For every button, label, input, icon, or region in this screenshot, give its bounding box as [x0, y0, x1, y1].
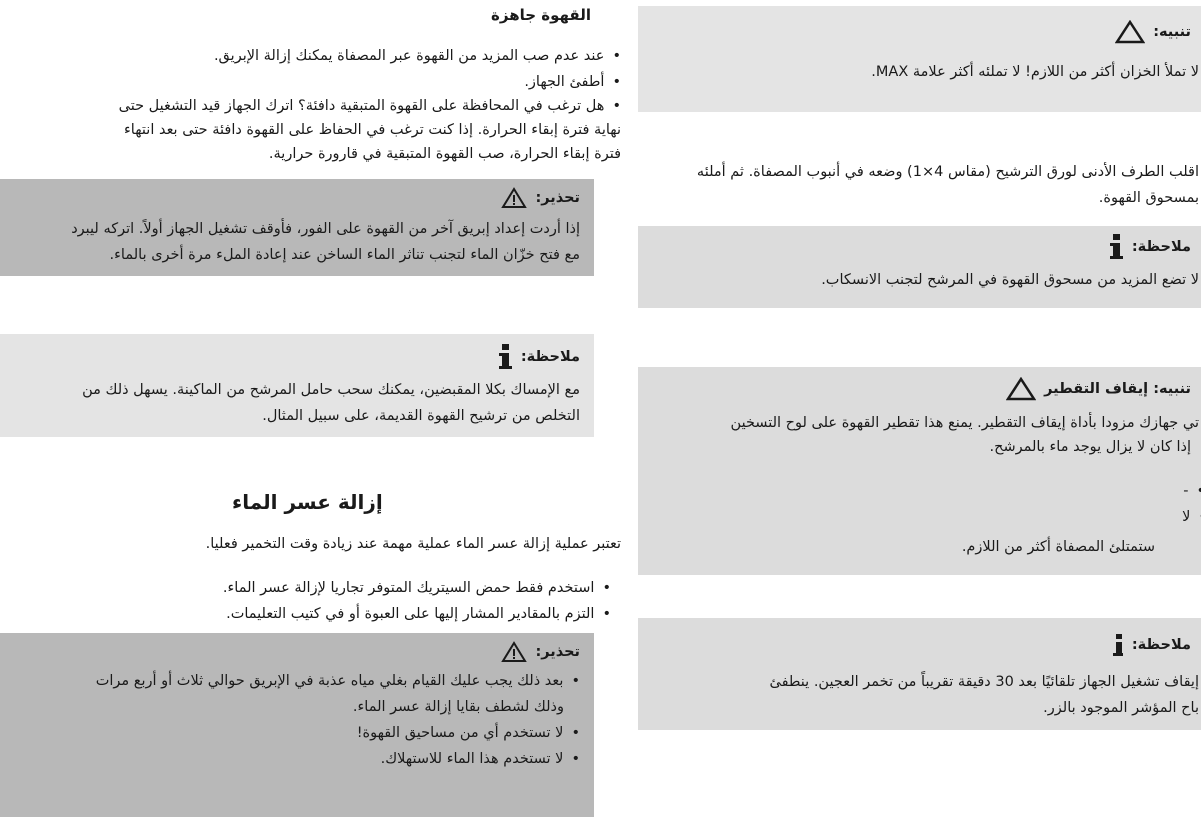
- descale-intro: تعتبر عملية إزالة عسر الماء عملية مهمة عند زيادة وقت التخمير فعليا.: [205, 536, 621, 552]
- warning-2-bullet-1-line-2: وذلك لشطف بقايا إزالة عسر الماء.: [352, 699, 564, 715]
- caution-1-title: تنبيه:: [1153, 24, 1191, 40]
- ready-bullet-3-line-3: فترة إبقاء الحرارة، صب القهوة المتبقية في قارورة حرارية.: [268, 146, 621, 162]
- filter-paper-line-1: اقلب الطرف الأدنى لورق الترشيح (مقاس 4×1) وضعه في أنبوب المصفاة. ثم أملئه: [696, 164, 1199, 180]
- filter-paper-line-2: بمسحوق القهوة.: [1098, 190, 1199, 206]
- note-box-2: [638, 226, 1201, 308]
- ready-bullet-2: • أطفئ الجهاز.: [524, 72, 621, 92]
- ready-bullet-1: • عند عدم صب المزيد من القهوة عبر المصفاة يمكنك إزالة الإبريق.: [214, 46, 621, 66]
- note-1-line-1: مع الإمساك بكلا المقبضين، يمكنك سحب حامل المرشح من الماكينة. يسهل ذلك من: [82, 382, 580, 398]
- note-2-text: لا تضع المزيد من مسحوق القهوة في المرشح لتجنب الانسكاب.: [821, 272, 1199, 288]
- warning-1-line-1: إذا أردت إعداد إبريق آخر من القهوة على الفور، فأوقف تشغيل الجهاز أولاً. اتركه ليبرد: [71, 221, 580, 237]
- caution-2-title: تنبيه: إيقاف التقطير: [1044, 381, 1191, 397]
- warning-2-bullet-2: • لا تستخدم أي من مساحيق القهوة!: [357, 723, 580, 743]
- descale-bullet-1: • استخدم فقط حمض السيتريك المتوفر تجاريا لإزالة عسر الماء.: [223, 578, 611, 598]
- caution-box-1: [638, 6, 1201, 112]
- caution-box-2: [638, 367, 1201, 575]
- info-icon: [1112, 634, 1124, 656]
- note-2-title: ملاحظة:: [1131, 239, 1191, 255]
- note-3-title: ملاحظة:: [1131, 637, 1191, 653]
- caution-2-line-2: إذا كان لا يزال يوجد ماء بالمرشح.: [989, 439, 1191, 455]
- descale-bullet-2: • التزم بالمقادير المشار إليها على العبوة أو في كتيب التعليمات.: [226, 604, 611, 624]
- caution-2-bullet-2: • لا: [1182, 507, 1201, 527]
- caution-1-text: لا تملأ الخزان أكثر من اللازم! لا تملئه أكثر علامة MAX.: [871, 64, 1199, 80]
- warning-box-1: [0, 179, 594, 276]
- info-icon: [1108, 234, 1124, 260]
- caution-triangle-icon: [1006, 377, 1036, 401]
- note-3-line-2: باح المؤشر الموجود بالزر.: [1043, 700, 1199, 716]
- caution-2-line-3: ستمتلئ المصفاة أكثر من اللازم.: [961, 539, 1155, 555]
- ready-heading: القهوة جاهزة: [491, 6, 591, 24]
- note-box-1: [0, 334, 594, 437]
- warning-1-title: تحذير:: [535, 190, 580, 206]
- info-icon: [497, 344, 513, 370]
- warning-2-bullet-3: • لا تستخدم هذا الماء للاستهلاك.: [381, 749, 580, 769]
- note-box-3: [638, 618, 1201, 730]
- warning-triangle-icon: [501, 187, 527, 209]
- caution-triangle-icon: [1115, 20, 1145, 44]
- note-1-line-2: التخلص من ترشيح القهوة القديمة، على سبيل المثال.: [262, 408, 580, 424]
- descale-heading: إزالة عسر الماء: [232, 490, 383, 514]
- note-1-title: ملاحظة:: [520, 349, 580, 365]
- caution-2-bullet-1: • -: [1183, 481, 1201, 501]
- warning-2-title: تحذير:: [535, 644, 580, 660]
- ready-bullet-3-line-2: نهاية فترة إبقاء الحرارة. إذا كنت ترغب في الحفاظ على القهوة دافئة حتى بعد انتهاء: [123, 122, 621, 138]
- caution-2-line-1: تي جهازك مزودا بأداة إيقاف التقطير. يمنع هذا تقطير القهوة على لوح التسخين: [730, 415, 1199, 431]
- warning-1-line-2: مع فتح خزّان الماء لتجنب تناثر الماء الساخن عند إعادة الملء مرة أخرى بالماء.: [109, 247, 580, 263]
- note-3-line-1: إيقاف تشغيل الجهاز تلقائيًا بعد 30 دقيقة تقريباً من تخمر العجين. ينطفئ: [769, 674, 1199, 690]
- ready-bullet-3-line-1: • هل ترغب في المحافظة على القهوة المتبقية دافئة؟ اترك الجهاز قيد التشغيل حتى: [119, 96, 621, 116]
- warning-triangle-icon: [501, 641, 527, 663]
- warning-box-2: [0, 633, 594, 817]
- warning-2-bullet-1-line-1: • بعد ذلك يجب عليك القيام بغلي مياه عذبة في الإبريق حوالي ثلاث أو أربع مرات: [96, 671, 580, 691]
